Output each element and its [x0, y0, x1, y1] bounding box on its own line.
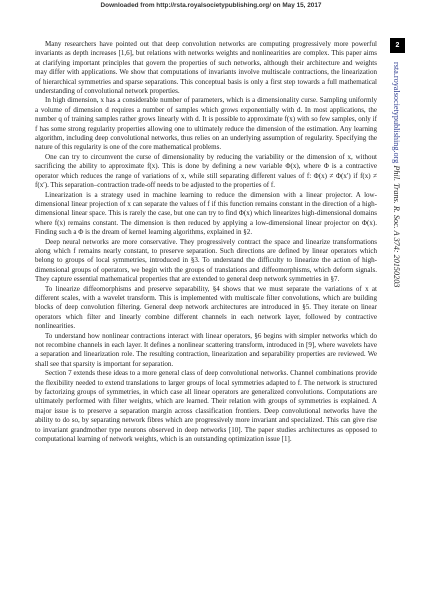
- paragraph: Many researchers have pointed out that deep convolution networks are computing progressively more powerful invariants as depth increases [1,6], but relations with networks weights and nonlinearities are complex. This paper aims at clarifying important principles that govern the properties of such networks, although their architecture and weights may differ with applications. We show that computations of invariants involve multiscale contractions, the linearization of hierarchical symmetries and sparse separations. This conceptual basis is only a first step towards a full mathematical understanding of convolutional network properties.: [35, 40, 377, 96]
- journal-citation: Phil. Trans. R. Soc. A 374: 20150203: [392, 165, 401, 288]
- download-suffix: on May 15, 2017: [271, 2, 322, 9]
- paragraph: Linearization is a strategy used in machine learning to reduce the dimension with a linear projector. A low-dimensional linear projection of x can separate the values of f if this function remains constant in the direction of a high-dimensional linear space. This is rarely the case, but one can try to find Φ(x) which linearizes high-dimensional domains where f(x) remains constant. The dimension is then reduced by applying a low-dimensional linear projector on Φ(x). Finding such a Φ is the dream of kernel learning algorithms, explained in §2.: [35, 190, 377, 237]
- paragraph: Section 7 extends these ideas to a more general class of deep convolutional networks. Channel combinations provide the flexibility needed to extend translations to larger groups of local symmetries adapted to f. The network is structured by factorizing groups of symmetries, in which case all linear operators are generalized convolutions. Computations are ultimately performed with filter weights, which are learned. Their relation with groups of symmetries is explained. A major issue is to preserve a separation margin across classification frontiers. Deep convolutional networks have the ability to do so, by separating network fibres which are progressively more invariant and specialized. This can give rise to invariant grandmother type neurons observed in deep networks [10]. The paper studies architectures as opposed to computational learning of network weights, which is an outstanding optimization issue [1].: [35, 369, 377, 444]
- paragraph: To understand how nonlinear contractions interact with linear operators, §6 begins with simpler networks which do not recombine channels in each layer. It defines a nonlinear scattering transform, introduced in [9], where wavelets have a separation and linearization role. The resulting contraction, linearization and separability properties are reviewed. We shall see that sparsity is important for separation.: [35, 331, 377, 368]
- paragraph: To linearize diffeomorphisms and preserve separability, §4 shows that we must separate the variations of x at different scales, with a wavelet transform. This is implemented with multiscale filter convolutions, which are building blocks of deep convolution filtering. General deep network architectures are introduced in §5. They iterate on linear operators which filter and linearly combine different channels in each network layer, followed by contractive nonlinearities.: [35, 284, 377, 331]
- paragraph: Deep neural networks are more conservative. They progressively contract the space and linearize transformations along which f remains nearly constant, to preserve separation. Such directions are defined by linear operators which belong to groups of local symmetries, introduced in §3. To understand the difficulty to linearize the action of high-dimensional groups of operators, we begin with the groups of translations and diffeomorphisms, which deform signals. They capture essential mathematical properties that are extended to general deep network symmetries in §7.: [35, 237, 377, 284]
- journal-site-link[interactable]: rsta.royalsocietypublishing.org: [392, 62, 401, 164]
- page-number: 2: [390, 38, 405, 53]
- article-body: [35, 40, 377, 444]
- paragraph: One can try to circumvent the curse of dimensionality by reducing the variability or the dimension of x, without sacrificing the ability to approximate f(x). This is done by defining a new variable Φ(x), where Φ is a contractive operator which reduces the range of variations of x, while still separating different values of f: Φ(x) ≠ Φ(x′) if f(x) ≠ f(x′). This separation–contraction trade-off needs to be adjusted to the properties of f.: [35, 152, 377, 190]
- download-link[interactable]: http://rsta.royalsocietypublishing.org/: [156, 2, 271, 9]
- download-prefix: Downloaded from: [100, 2, 157, 9]
- paragraph: In high dimension, x has a considerable number of parameters, which is a dimensionality curse. Sampling uniformly a volume of dimension d requires a number of samples which grows exponentially with d. In most applications, the number q of training samples rather grows linearly with d. It is possible to approximate f(x) with so few samples, only if f has some strong regularity properties allowing one to ultimately reduce the dimension of the estimation. Any learning algorithm, including deep convolutional networks, thus relies on an underlying assumption of regularity. Specifying the nature of this regularity is one of the core mathematical problems.: [35, 96, 377, 152]
- download-notice: [0, 2, 422, 9]
- journal-side-banner: [389, 62, 403, 312]
